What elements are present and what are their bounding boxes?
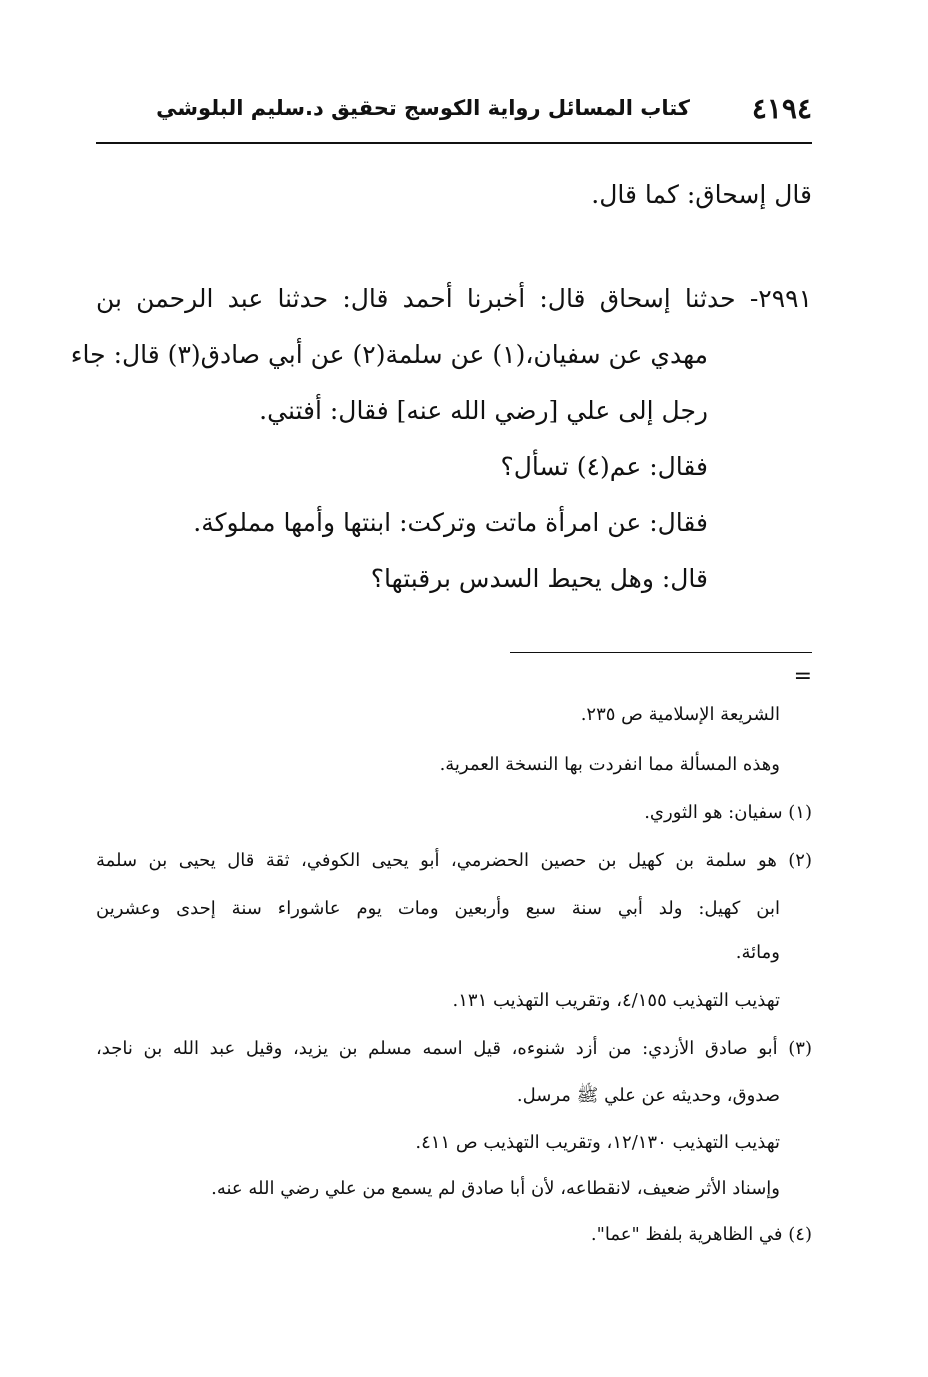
footnote-line: (٤) في الظاهرية بلفظ "عما". bbox=[590, 1224, 812, 1245]
text-line: رجل إلى علي [رضي الله عنه] فقال: أفتني. bbox=[259, 396, 708, 425]
footnote-line: الشريعة الإسلامية ص ٢٣٥. bbox=[580, 704, 780, 725]
footnote-separator bbox=[510, 652, 812, 653]
text-line: فقال: عم(٤) تسأل؟ bbox=[500, 452, 708, 481]
text-line: مهدي عن سفيان،(١) عن سلمة(٢) عن أبي صادق(٣) قال: جاء bbox=[70, 340, 708, 369]
page-header bbox=[96, 92, 812, 134]
footnote-line: صدوق، وحديثه عن علي ﷺ مرسل. bbox=[516, 1085, 780, 1106]
footnote-line: (١) سفيان: هو الثوري. bbox=[644, 802, 812, 823]
footnote-line: وإسناد الأثر ضعيف، لانقطاعه، لأن أبا صادق لم يسمع من علي رضي الله عنه. bbox=[211, 1178, 780, 1199]
footnote-line: (٢) هو سلمة بن كهيل بن حصين الحضرمي، أبو يحيى الكوفي، ثقة قال يحيى بن سلمة bbox=[96, 850, 812, 871]
footnote-line: وهذه المسألة مما انفردت بها النسخة العمرية. bbox=[439, 754, 780, 775]
running-title: كتاب المسائل رواية الكوسج تحقيق د.سليم البلوشي bbox=[156, 96, 690, 120]
footnote-line: ومائة. bbox=[735, 942, 780, 963]
footnote-line: ابن كهيل: ولد أبي سنة سبع وأربعين ومات يوم عاشوراء سنة إحدى وعشرين bbox=[96, 898, 780, 919]
footnote-line: (٣) أبو صادق الأزدي: من أزد شنوءه، قيل اسمه مسلم بن يزيد، وقيل عبد الله بن ناجد، bbox=[96, 1038, 812, 1059]
continuation-mark: = bbox=[793, 664, 812, 689]
text-line: قال إسحاق: كما قال. bbox=[591, 180, 812, 209]
text-line: فقال: عن امرأة ماتت وتركت: ابنتها وأمها مملوكة. bbox=[193, 508, 708, 537]
header-rule bbox=[96, 142, 812, 144]
text-line: ٢٩٩١- حدثنا إسحاق قال: أخبرنا أحمد قال: حدثنا عبد الرحمن بن bbox=[96, 284, 812, 313]
footnote-line: تهذيب التهذيب ٤/١٥٥، وتقريب التهذيب ١٣١. bbox=[452, 990, 780, 1011]
footnote-line: تهذيب التهذيب ١٢/١٣٠، وتقريب التهذيب ص ٤١١. bbox=[415, 1132, 780, 1153]
page-number: ٤١٩٤ bbox=[751, 92, 812, 125]
text-line: قال: وهل يحيط السدس برقبتها؟ bbox=[370, 564, 708, 593]
